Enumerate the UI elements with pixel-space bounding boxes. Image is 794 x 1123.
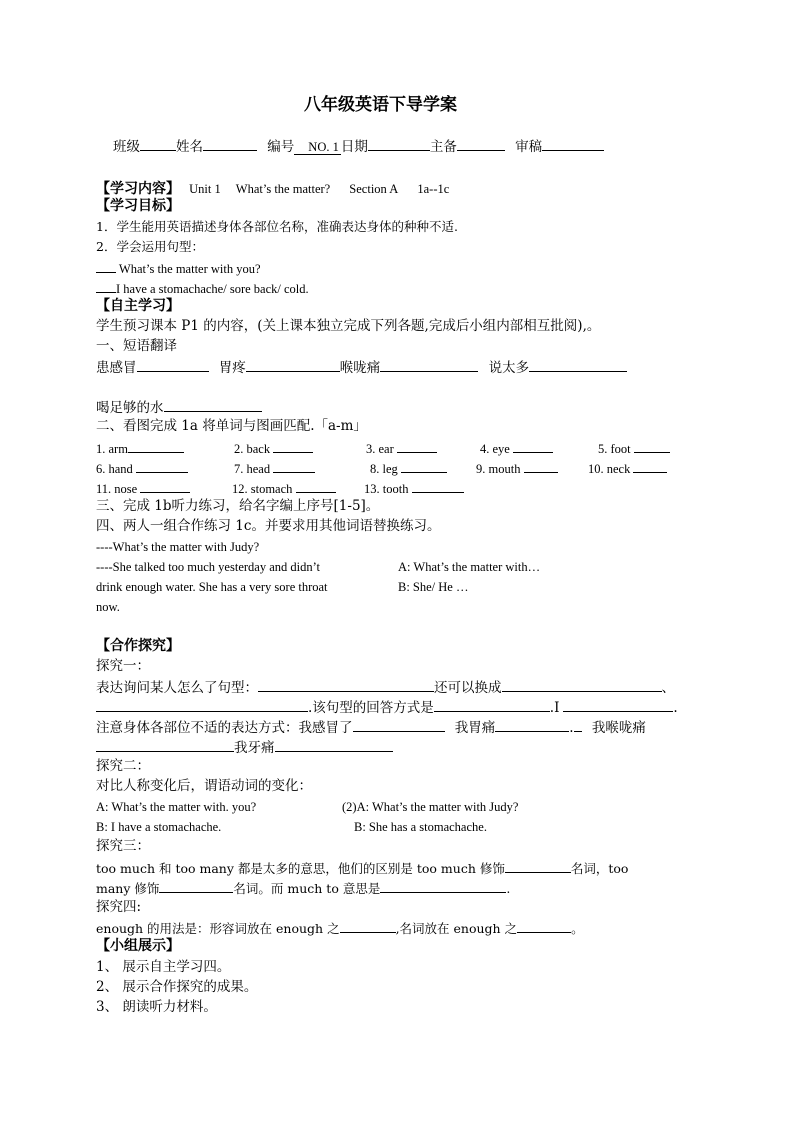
show-item-2: 2、 展示合作探究的成果。: [96, 979, 258, 995]
show-heading: 【小组展示】: [96, 938, 180, 954]
answer-blank[interactable]: [529, 360, 627, 372]
answer-blank[interactable]: [495, 720, 569, 732]
goals-heading: 【学习目标】: [96, 198, 180, 214]
answer-blank[interactable]: [275, 740, 393, 752]
answer-blank[interactable]: [128, 441, 184, 453]
answer-blank[interactable]: [159, 881, 233, 893]
answer-blank[interactable]: [353, 720, 445, 732]
date-field[interactable]: [368, 139, 430, 151]
sentence-text: What’s the matter with you?: [118, 262, 261, 276]
dialog-question: ----What’s the matter with Judy?: [96, 540, 260, 554]
explore-2-b1: B: I have a stomachache.: [96, 820, 222, 834]
phrase: 喉咙痛: [339, 360, 381, 376]
text: 还可以换成: [434, 680, 502, 696]
content-heading: 【学习内容】: [96, 181, 180, 197]
goal-item-1: 1．学生能用英语描述身体各部位名称，准确表达身体的种种不适.: [96, 219, 458, 234]
word-item: [232, 481, 336, 496]
answer-blank[interactable]: [513, 441, 553, 453]
word-item: [234, 461, 315, 476]
text: .: [569, 720, 574, 736]
answer-blank[interactable]: [574, 720, 582, 732]
explore-1-line-4: [96, 740, 393, 756]
answer-blank[interactable]: [380, 881, 506, 893]
show-item-1: 1、 展示自主学习四。: [96, 959, 231, 975]
section-label: Section A: [349, 182, 399, 196]
explore-4-line: [96, 921, 584, 936]
explore-2-title: 探究二：: [96, 758, 150, 774]
text: 名词。而 much to 意思是: [233, 881, 381, 896]
answer-blank[interactable]: [505, 861, 571, 873]
word-item: [370, 461, 447, 476]
explore-heading: 【合作探究】: [96, 638, 180, 654]
word-item: [476, 461, 558, 476]
name-label: 姓名: [176, 139, 203, 155]
dialog-answer-line-2: drink enough water. She has a very sore throat: [96, 580, 328, 594]
phrase: 患感冒: [96, 360, 137, 376]
word-label: 1. arm: [96, 442, 128, 456]
answer-blank[interactable]: [380, 360, 478, 372]
explore-2-b2: B: She has a stomachache.: [354, 820, 487, 834]
explore-3-line-1: [96, 861, 628, 876]
answer-blank[interactable]: [96, 700, 308, 712]
name-field[interactable]: [203, 139, 257, 151]
sentence-text: I have a stomachache/ sore back/ cold.: [116, 282, 309, 296]
answer-blank[interactable]: [137, 360, 209, 372]
text: .I: [549, 700, 560, 716]
answer-blank[interactable]: [246, 360, 340, 372]
answer-blank[interactable]: [434, 700, 550, 712]
answer-blank[interactable]: [401, 461, 447, 473]
explore-1-line-1: [96, 680, 675, 696]
explore-2-intro: 对比人称变化后，谓语动词的变化：: [96, 778, 312, 794]
answer-blank[interactable]: [563, 700, 673, 712]
explore-2-a1: A: What’s the matter with. you?: [96, 800, 257, 814]
word-label: 3. ear: [366, 442, 394, 456]
answer-blank[interactable]: [502, 680, 662, 692]
explore-1-title: 探究一：: [96, 658, 150, 674]
word-item: [588, 461, 667, 476]
number-value: NO. 1: [294, 141, 341, 155]
word-label: 6. hand: [96, 462, 133, 476]
phrase: 说太多: [488, 360, 530, 376]
word-label: 12. stomach: [232, 482, 293, 496]
preparer-label: 主备: [429, 139, 457, 155]
text: .: [506, 881, 511, 896]
reviewer-field[interactable]: [542, 139, 604, 151]
answer-blank[interactable]: [140, 481, 190, 493]
answer-blank[interactable]: [164, 400, 262, 412]
class-label: 班级: [113, 139, 140, 155]
answer-blank[interactable]: [633, 461, 667, 473]
word-label: 5. foot: [598, 442, 631, 456]
word-item: [96, 481, 190, 496]
word-item: [598, 441, 670, 456]
text: 名词，too: [570, 861, 629, 876]
info-line: [113, 139, 604, 155]
text: 我牙痛: [234, 740, 275, 756]
text: too much 和 too many 都是太多的意思，他们的区别是 too much 修饰: [96, 861, 505, 876]
phrase-row-1: [96, 360, 627, 376]
goal-sentence-2: [96, 281, 309, 296]
dialog-answer-line-3: now.: [96, 600, 120, 614]
phrase: 喝足够的水: [96, 400, 164, 416]
page-title: 八年级英语下导学案: [304, 95, 457, 115]
text: 。: [571, 921, 584, 936]
answer-blank[interactable]: [634, 441, 670, 453]
listening-task: 三、完成 1b听力练习，给名字编上序号[1-5]。: [96, 498, 380, 514]
word-label: 8. leg: [370, 462, 398, 476]
explore-3-title: 探究三：: [96, 838, 150, 854]
text: .: [673, 700, 678, 716]
answer-blank[interactable]: [524, 461, 558, 473]
answer-blank[interactable]: [273, 461, 315, 473]
content-line: [96, 180, 449, 196]
blank[interactable]: [96, 281, 116, 293]
show-item-3: 3、 朗读听力材料。: [96, 999, 217, 1015]
word-label: 4. eye: [480, 442, 510, 456]
self-study-heading: 【自主学习】: [96, 298, 180, 314]
matching-title: 二、看图完成 1a 将单词与图画匹配.「a-m」: [96, 418, 367, 434]
practice-b: B: She/ He …: [398, 580, 469, 594]
blank[interactable]: [96, 261, 116, 273]
preparer-field[interactable]: [457, 139, 505, 151]
answer-blank[interactable]: [258, 680, 434, 692]
answer-blank[interactable]: [296, 481, 336, 493]
explore-2-a2: (2)A: What’s the matter with Judy?: [342, 800, 519, 814]
text: 我喉咙痛: [591, 720, 646, 736]
word-label: 7. head: [234, 462, 271, 476]
practice-a: A: What’s the matter with…: [398, 560, 541, 574]
word-item: [96, 441, 184, 456]
word-label: 13. tooth: [364, 482, 409, 496]
self-study-intro: 学生预习课本 P1 的内容，(关上课本独立完成下列各题,完成后小组内部相互批阅),。: [96, 318, 601, 334]
pair-work-task: 四、两人一组合作练习 1c。并要求用其他词语替换练习。: [96, 518, 441, 534]
phrase-translation-title: 一、短语翻译: [96, 338, 177, 354]
answer-blank[interactable]: [340, 921, 396, 933]
word-item: [364, 481, 464, 496]
goal-item-2: 2．学会运用句型：: [96, 239, 204, 254]
answer-blank[interactable]: [96, 740, 234, 752]
text: 、: [661, 680, 675, 696]
goal-sentence-1: [96, 261, 261, 276]
text: .该句型的回答方式是: [308, 700, 434, 716]
date-label: 日期: [340, 139, 368, 155]
answer-blank[interactable]: [273, 441, 313, 453]
answer-blank[interactable]: [136, 461, 188, 473]
text: 注意身体各部位不适的表达方式：我感冒了: [96, 720, 353, 736]
answer-blank[interactable]: [412, 481, 464, 493]
word-item: [234, 441, 313, 456]
phrase-row-2: [96, 400, 262, 416]
word-item: [480, 441, 553, 456]
text: enough 的用法是：形容词放在 enough 之: [96, 921, 340, 936]
text: ,名词放在 enough 之: [395, 921, 518, 936]
class-field[interactable]: [140, 139, 176, 151]
phrase: 胃疼: [218, 360, 246, 376]
text: 表达询问某人怎么了句型：: [96, 680, 258, 696]
word-label: 2. back: [234, 442, 271, 456]
explore-4-title: 探究四:: [96, 899, 142, 915]
answer-blank[interactable]: [517, 921, 571, 933]
unit-label: Unit 1: [189, 182, 221, 196]
range-label: 1a--1c: [417, 182, 450, 196]
text: 我胃痛: [454, 720, 496, 736]
number-label: 编号: [267, 139, 295, 155]
word-item: [96, 461, 188, 476]
word-item: [366, 441, 437, 456]
word-label: 9. mouth: [476, 462, 521, 476]
answer-blank[interactable]: [397, 441, 437, 453]
explore-1-line-3: [96, 720, 646, 736]
explore-1-line-2: [96, 700, 678, 716]
word-label: 11. nose: [96, 482, 138, 496]
reviewer-label: 审稿: [515, 139, 543, 155]
dialog-answer-line-1: ----She talked too much yesterday and didn’t: [96, 560, 321, 574]
unit-title: What’s the matter?: [235, 182, 331, 196]
word-label: 10. neck: [588, 462, 631, 476]
explore-3-line-2: [96, 881, 510, 896]
text: many 修饰: [96, 881, 160, 896]
